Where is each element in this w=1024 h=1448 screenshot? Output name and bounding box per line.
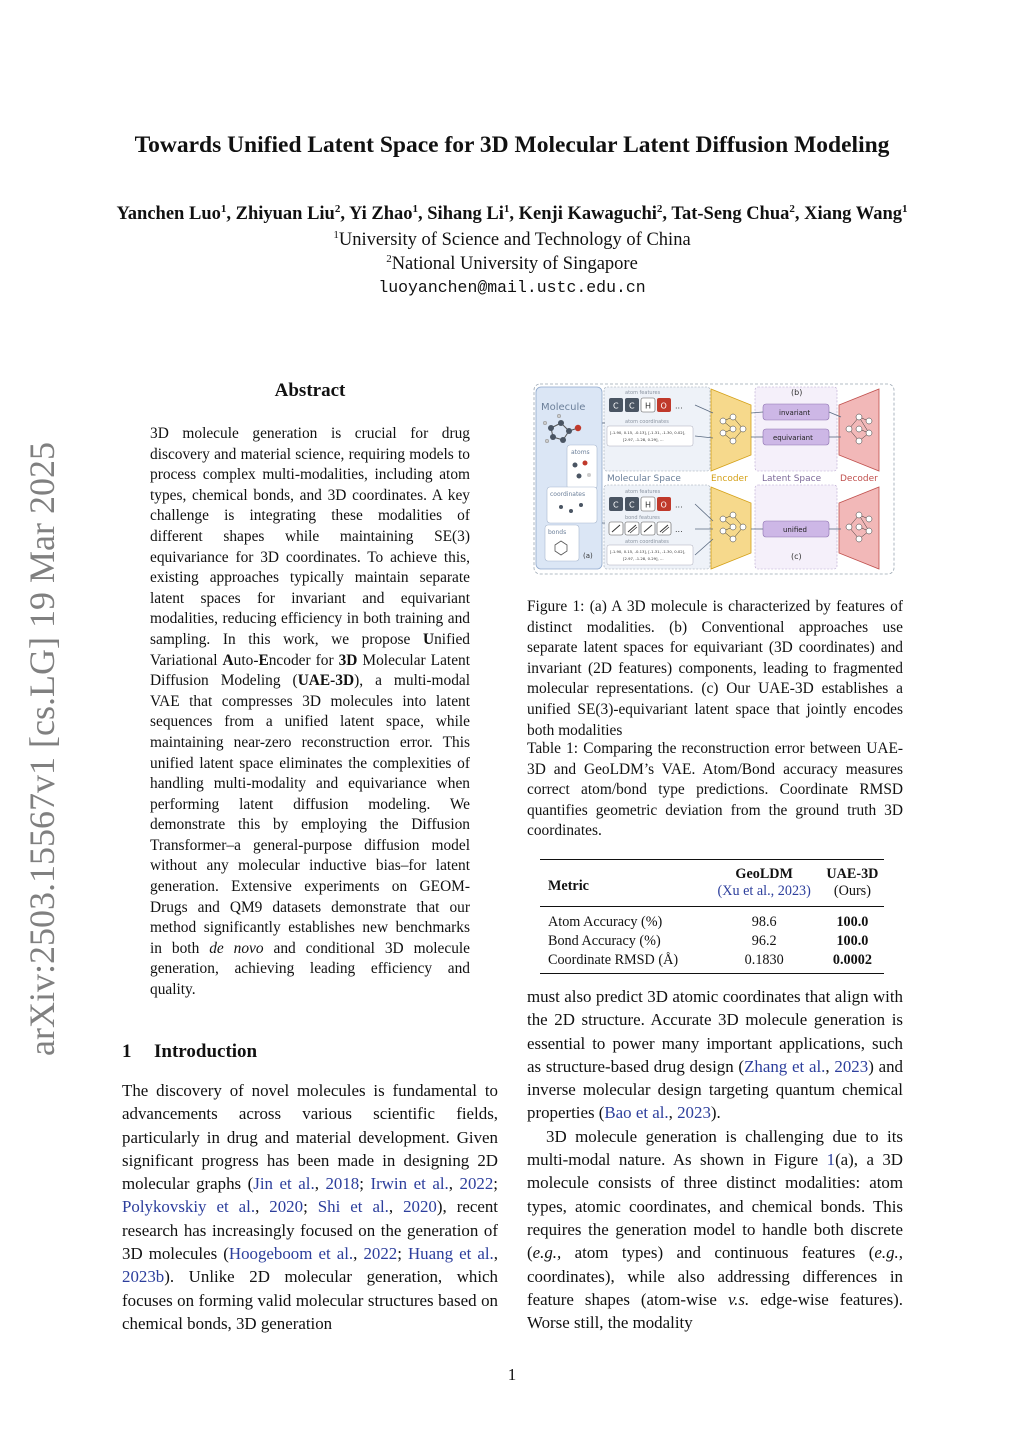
abstract-text: ), a multi-modal VAE that compresses 3D molecules into latent sequences from a unified latent space, while maintaining near-zero reconstruction error. This unified latent space eliminates the complexities of handling multi-modality and equivariance when performing latent diffusion modeling. We demonstrate this by employing the Diffusion Transformer–a general-purpose diffusion model without any molecular inductive bias–for latent generation. Extensive experiments on GEOM-Drugs and QM9 datasets demonstrate that our method significantly establishes new benchmarks in both bbox=[150, 672, 471, 957]
row-metric: Atom Accuracy (%) bbox=[548, 914, 663, 930]
citation-link[interactable] bbox=[744, 1057, 825, 1076]
author-name: Yanchen Luo bbox=[116, 204, 221, 225]
author-list: Yanchen Luo$^1$, Zhiyuan Liu$^2$, Yi Zhao$^1$, Sihang Li$^1$, Kenji Kawaguchi$^2$, Tat-Seng Chua$^2$, Xiang Wang$^1$ bbox=[116, 203, 908, 225]
citation-year: 2022 bbox=[363, 1244, 398, 1264]
atom-token-text: C bbox=[613, 500, 619, 510]
citation-separator: , bbox=[314, 1174, 326, 1194]
panel-c-label: (c) bbox=[791, 552, 802, 561]
citation-authors: Polykovskiy et al. bbox=[122, 1197, 256, 1217]
body-text: must also predict 3D atomic coordinates that align with the 2D structure. Accurate 3D molecule generation is essential to power many important applications, such as structure-based drug design ( bbox=[527, 987, 903, 1076]
section-heading-introduction bbox=[122, 1041, 257, 1063]
table-1-reconstruction bbox=[540, 859, 884, 974]
citation-link[interactable] bbox=[408, 1244, 494, 1263]
citation-year: 2018 bbox=[325, 1174, 360, 1194]
row-geoldm-value: 98.6 bbox=[751, 914, 777, 930]
citation-authors: Bao et al. bbox=[604, 1103, 669, 1123]
citation-link[interactable] bbox=[229, 1244, 353, 1263]
paragraph bbox=[527, 1125, 903, 1335]
affiliation-number: 1 bbox=[333, 229, 339, 241]
affiliation-2 bbox=[0, 253, 1024, 275]
citation-link[interactable] bbox=[269, 1197, 303, 1216]
affiliation-number: 2 bbox=[386, 253, 392, 265]
affiliation-name: University of Science and Technology of China bbox=[338, 230, 691, 251]
figure-reference-link[interactable]: 1 bbox=[826, 1150, 836, 1170]
citation-separator: ; bbox=[397, 1244, 408, 1264]
abstract-model-name: UAE-3D bbox=[297, 672, 355, 690]
abstract-text: uto- bbox=[233, 651, 259, 669]
row-geoldm-value: 96.2 bbox=[751, 933, 777, 949]
figure-1-caption: Figure 1: (a) A 3D molecule is characterized by features of distinct modalities. (b) Conventional approaches use separate latent spaces for equivariant (3D coordinates) and invariant (2D features) components, leading to fragmented molecular representations. (c) Our UAE-3D establishes a unified SE(3)-equivariant latent space that jointly encodes both modalities bbox=[527, 598, 903, 739]
table-row bbox=[540, 931, 884, 950]
atom-token-text: C bbox=[629, 500, 635, 510]
author-name: Tat-Seng Chua bbox=[671, 204, 790, 225]
body-text: edge-wise features). Worse still, the modality bbox=[527, 1289, 903, 1333]
author-affiliation-mark: 1 bbox=[220, 203, 227, 215]
atom-token-text: O bbox=[660, 500, 667, 510]
author-affiliation-mark: 2 bbox=[334, 203, 341, 215]
citation-separator: , bbox=[448, 1174, 460, 1194]
bonds-label: bonds bbox=[548, 529, 567, 536]
atom-token-text: ... bbox=[675, 500, 683, 510]
encoder-label: Encoder bbox=[711, 474, 748, 484]
atom-token-text: C bbox=[613, 401, 619, 411]
abstract-heading: Abstract bbox=[274, 380, 346, 401]
paper-title: Towards Unified Latent Space for 3D Molecular Latent Diffusion Modeling bbox=[134, 132, 890, 158]
citation-separator: ; bbox=[359, 1174, 371, 1194]
bond-features-label: bond features bbox=[625, 515, 660, 521]
panel-a-label: (a) bbox=[583, 552, 593, 560]
molecular-space-label: Molecular Space bbox=[607, 474, 681, 484]
citation-link[interactable] bbox=[677, 1103, 711, 1122]
citation-separator: , bbox=[255, 1197, 270, 1217]
atoms-label: atoms bbox=[571, 449, 590, 456]
citation-separator: ; bbox=[303, 1197, 318, 1217]
author-email[interactable]: luoyanchen@mail.ustc.edu.cn bbox=[378, 278, 646, 297]
coordinate-values-row: [-1.90, 0.15, -0.13], [-1.31, -1.30, 0.02], bbox=[610, 430, 686, 435]
figure-1-diagram bbox=[533, 383, 895, 575]
table-header-row bbox=[540, 860, 884, 884]
abstract-acronym-letter: U bbox=[422, 630, 435, 648]
table-row bbox=[540, 950, 884, 974]
citation-link[interactable] bbox=[325, 1174, 359, 1193]
atom-coordinates-label: atom coordinates bbox=[625, 539, 669, 545]
citation-separator: , bbox=[388, 1197, 404, 1217]
page-number: 1 bbox=[507, 1365, 517, 1384]
citation-link[interactable] bbox=[318, 1197, 389, 1216]
table-1-caption: Table 1: Comparing the reconstruction error between UAE-3D and GeoLDM’s VAE. Atom/Bond accuracy measures correct atom/bond type predictions. Coordinate RMSD quantifies geometric deviation from the ground truth 3D coordinates. bbox=[527, 740, 903, 840]
row-metric: Bond Accuracy (%) bbox=[548, 933, 661, 949]
citation-year: 2020 bbox=[269, 1197, 304, 1217]
abstract-body bbox=[150, 424, 470, 1001]
abstract-text: ncoder for bbox=[268, 651, 339, 669]
table-row bbox=[540, 907, 884, 932]
abstract-acronym-letter: A bbox=[222, 651, 234, 669]
citation-link[interactable] bbox=[253, 1174, 314, 1193]
abstract-text: nified Variational bbox=[150, 630, 470, 669]
citation-link[interactable] bbox=[834, 1057, 868, 1076]
paragraph-continued bbox=[527, 985, 903, 1125]
author-name: Kenji Kawaguchi bbox=[518, 204, 657, 225]
citation-authors: Jin et al. bbox=[253, 1174, 315, 1194]
citation-separator: , bbox=[493, 1244, 498, 1264]
bond-token-text: ... bbox=[675, 525, 683, 534]
header-uae-ours: (Ours) bbox=[833, 883, 871, 899]
molecule-label: Molecule bbox=[541, 402, 586, 413]
arxiv-side-stamp bbox=[14, 444, 70, 1054]
header-metric: Metric bbox=[548, 877, 589, 894]
equivariant-label: equivariant bbox=[773, 434, 813, 442]
abstract-emphasis: de novo bbox=[209, 939, 264, 957]
latent-space-label: Latent Space bbox=[762, 474, 822, 484]
citation-authors: Shi et al. bbox=[317, 1197, 389, 1217]
body-text: The discovery of novel molecules is fundamental to advancements across various scientific fields, particularly in drug and material development. Given significant progress has been made in designing 2D molecular graphs ( bbox=[122, 1081, 498, 1194]
citation-year: 2023b bbox=[122, 1267, 165, 1287]
row-geoldm-value: 0.1830 bbox=[744, 952, 784, 968]
body-text: (a), a 3D molecule consists of three distinct modalities: atom types, atomic coordinates, and chemical bonds. This requires the generation model to handle both discrete ( bbox=[527, 1150, 903, 1263]
row-metric: Coordinate RMSD (Å) bbox=[548, 952, 679, 968]
citation-link[interactable] bbox=[460, 1174, 494, 1193]
citation-link[interactable] bbox=[122, 1197, 255, 1216]
arxiv-id-text: arXiv:2503.15567v1 [cs.LG] 19 Mar 2025 bbox=[22, 442, 62, 1056]
author-name: Sihang Li bbox=[427, 204, 504, 225]
panel-b-label: (b) bbox=[791, 388, 803, 397]
citation-authors: Irwin et al. bbox=[370, 1174, 449, 1194]
citation-separator: ; bbox=[493, 1174, 498, 1194]
invariant-label: invariant bbox=[779, 409, 811, 417]
atom-token-text: O bbox=[660, 401, 667, 411]
body-text: ) and inverse molecular design targeting quantum chemical properties ( bbox=[527, 1056, 903, 1123]
body-text: coordinates), while also addressing differences in feature shapes (atom-wise bbox=[527, 1266, 903, 1309]
coordinates-label: coordinates bbox=[550, 491, 586, 498]
right-column-text bbox=[527, 985, 903, 1334]
citation-year: 2022 bbox=[459, 1174, 494, 1194]
atom-token-text: H bbox=[645, 500, 652, 510]
atom-features-label: atom features bbox=[625, 390, 661, 396]
abstract-acronym-letter: 3D bbox=[338, 651, 358, 669]
atom-token-text: H bbox=[645, 401, 652, 411]
author-name: Yi Zhao bbox=[348, 204, 413, 225]
row-uae-value: 0.0002 bbox=[832, 952, 872, 968]
author-name: Xiang Wang bbox=[804, 204, 902, 225]
abstract-text: Molecular Latent Diffusion Modeling ( bbox=[150, 651, 470, 690]
citation-year: 2020 bbox=[403, 1197, 437, 1217]
coordinate-values-row: [2.97, -1.28, 0.29], ... bbox=[623, 437, 664, 442]
citation-separator: , bbox=[668, 1103, 678, 1123]
intro-paragraph bbox=[122, 1079, 498, 1335]
author-affiliation-mark: 1 bbox=[412, 203, 419, 215]
citation-link[interactable] bbox=[363, 1244, 397, 1263]
citation-authors: Huang et al. bbox=[407, 1244, 494, 1264]
emphasis: e.g., bbox=[532, 1243, 562, 1263]
header-geoldm: GeoLDM bbox=[735, 866, 793, 882]
emphasis: v.s. bbox=[727, 1289, 750, 1309]
header-geoldm-citation[interactable]: (Xu et al., 2023) bbox=[717, 883, 811, 899]
citation-link[interactable] bbox=[370, 1174, 448, 1193]
abstract-acronym-letter: E bbox=[258, 651, 269, 669]
abstract-text: 3D molecule generation is crucial for drug discovery and material science, requiring models to process complex multi-modalities, including atom types, chemical bonds, and 3D coordinates. A key challenge is integrating these modalities of different shapes while maintaining SE(3) equivariance for 3D coordinates. To achieve this, existing approaches typically maintain separate latent spaces for invariant and equivariant modalities, reducing efficiency in both training and sampling. In this work, we propose bbox=[150, 425, 470, 648]
coordinate-values-row: [-1.90, 0.15, -0.13], [-1.31, -1.30, 0.02], bbox=[610, 549, 686, 554]
author-affiliation-mark: 2 bbox=[789, 203, 795, 215]
citation-link[interactable] bbox=[403, 1197, 437, 1216]
affiliation-name: National University of Singapore bbox=[391, 254, 638, 275]
decoder-label: Decoder bbox=[840, 474, 878, 484]
atom-coordinates-label: atom coordinates bbox=[625, 419, 669, 425]
citation-link[interactable] bbox=[604, 1103, 668, 1122]
author-affiliation-mark: 1 bbox=[902, 203, 908, 215]
citation-separator: , bbox=[353, 1244, 364, 1264]
abstract-text: and conditional 3D molecule generation, achieving leading efficiency and quality. bbox=[150, 939, 471, 999]
body-text: 3D molecule generation is challenging due to its multi-modal nature. As shown in Figure bbox=[527, 1126, 903, 1170]
atom-token-text: ... bbox=[675, 401, 683, 411]
citation-year: 2023 bbox=[834, 1056, 869, 1076]
row-uae-value: 100.0 bbox=[836, 933, 869, 949]
atom-features-label: atom features bbox=[625, 489, 661, 495]
citation-authors: Zhang et al. bbox=[744, 1056, 826, 1076]
row-uae-value: 100.0 bbox=[836, 914, 869, 930]
body-text: ). bbox=[710, 1103, 721, 1123]
citation-separator: , bbox=[825, 1056, 835, 1076]
body-text: atom types) and continuous features ( bbox=[561, 1243, 875, 1263]
citation-year: 2023 bbox=[677, 1103, 711, 1123]
header-uae: UAE-3D bbox=[826, 866, 879, 882]
body-text: ). Unlike 2D molecular generation, which focuses on forming valid molecular structures based on chemical bonds, 3D generation bbox=[122, 1267, 498, 1333]
section-title: Introduction bbox=[154, 1041, 258, 1062]
emphasis: e.g., bbox=[874, 1243, 903, 1263]
author-affiliation-mark: 2 bbox=[656, 203, 663, 215]
citation-link[interactable] bbox=[122, 1267, 164, 1286]
coordinate-values-row: [2.97, -1.28, 0.29], ... bbox=[623, 556, 664, 561]
unified-label: unified bbox=[783, 526, 807, 534]
author-name: Zhiyuan Liu bbox=[235, 204, 335, 225]
citation-authors: Hoogeboom et al. bbox=[228, 1244, 354, 1264]
author-affiliation-mark: 1 bbox=[503, 203, 510, 215]
body-text: ), recent research has increasingly focused on the generation of 3D molecules ( bbox=[122, 1197, 498, 1264]
atom-token-text: C bbox=[629, 401, 635, 411]
affiliation-1 bbox=[0, 229, 1024, 251]
section-number: 1 bbox=[122, 1041, 132, 1062]
